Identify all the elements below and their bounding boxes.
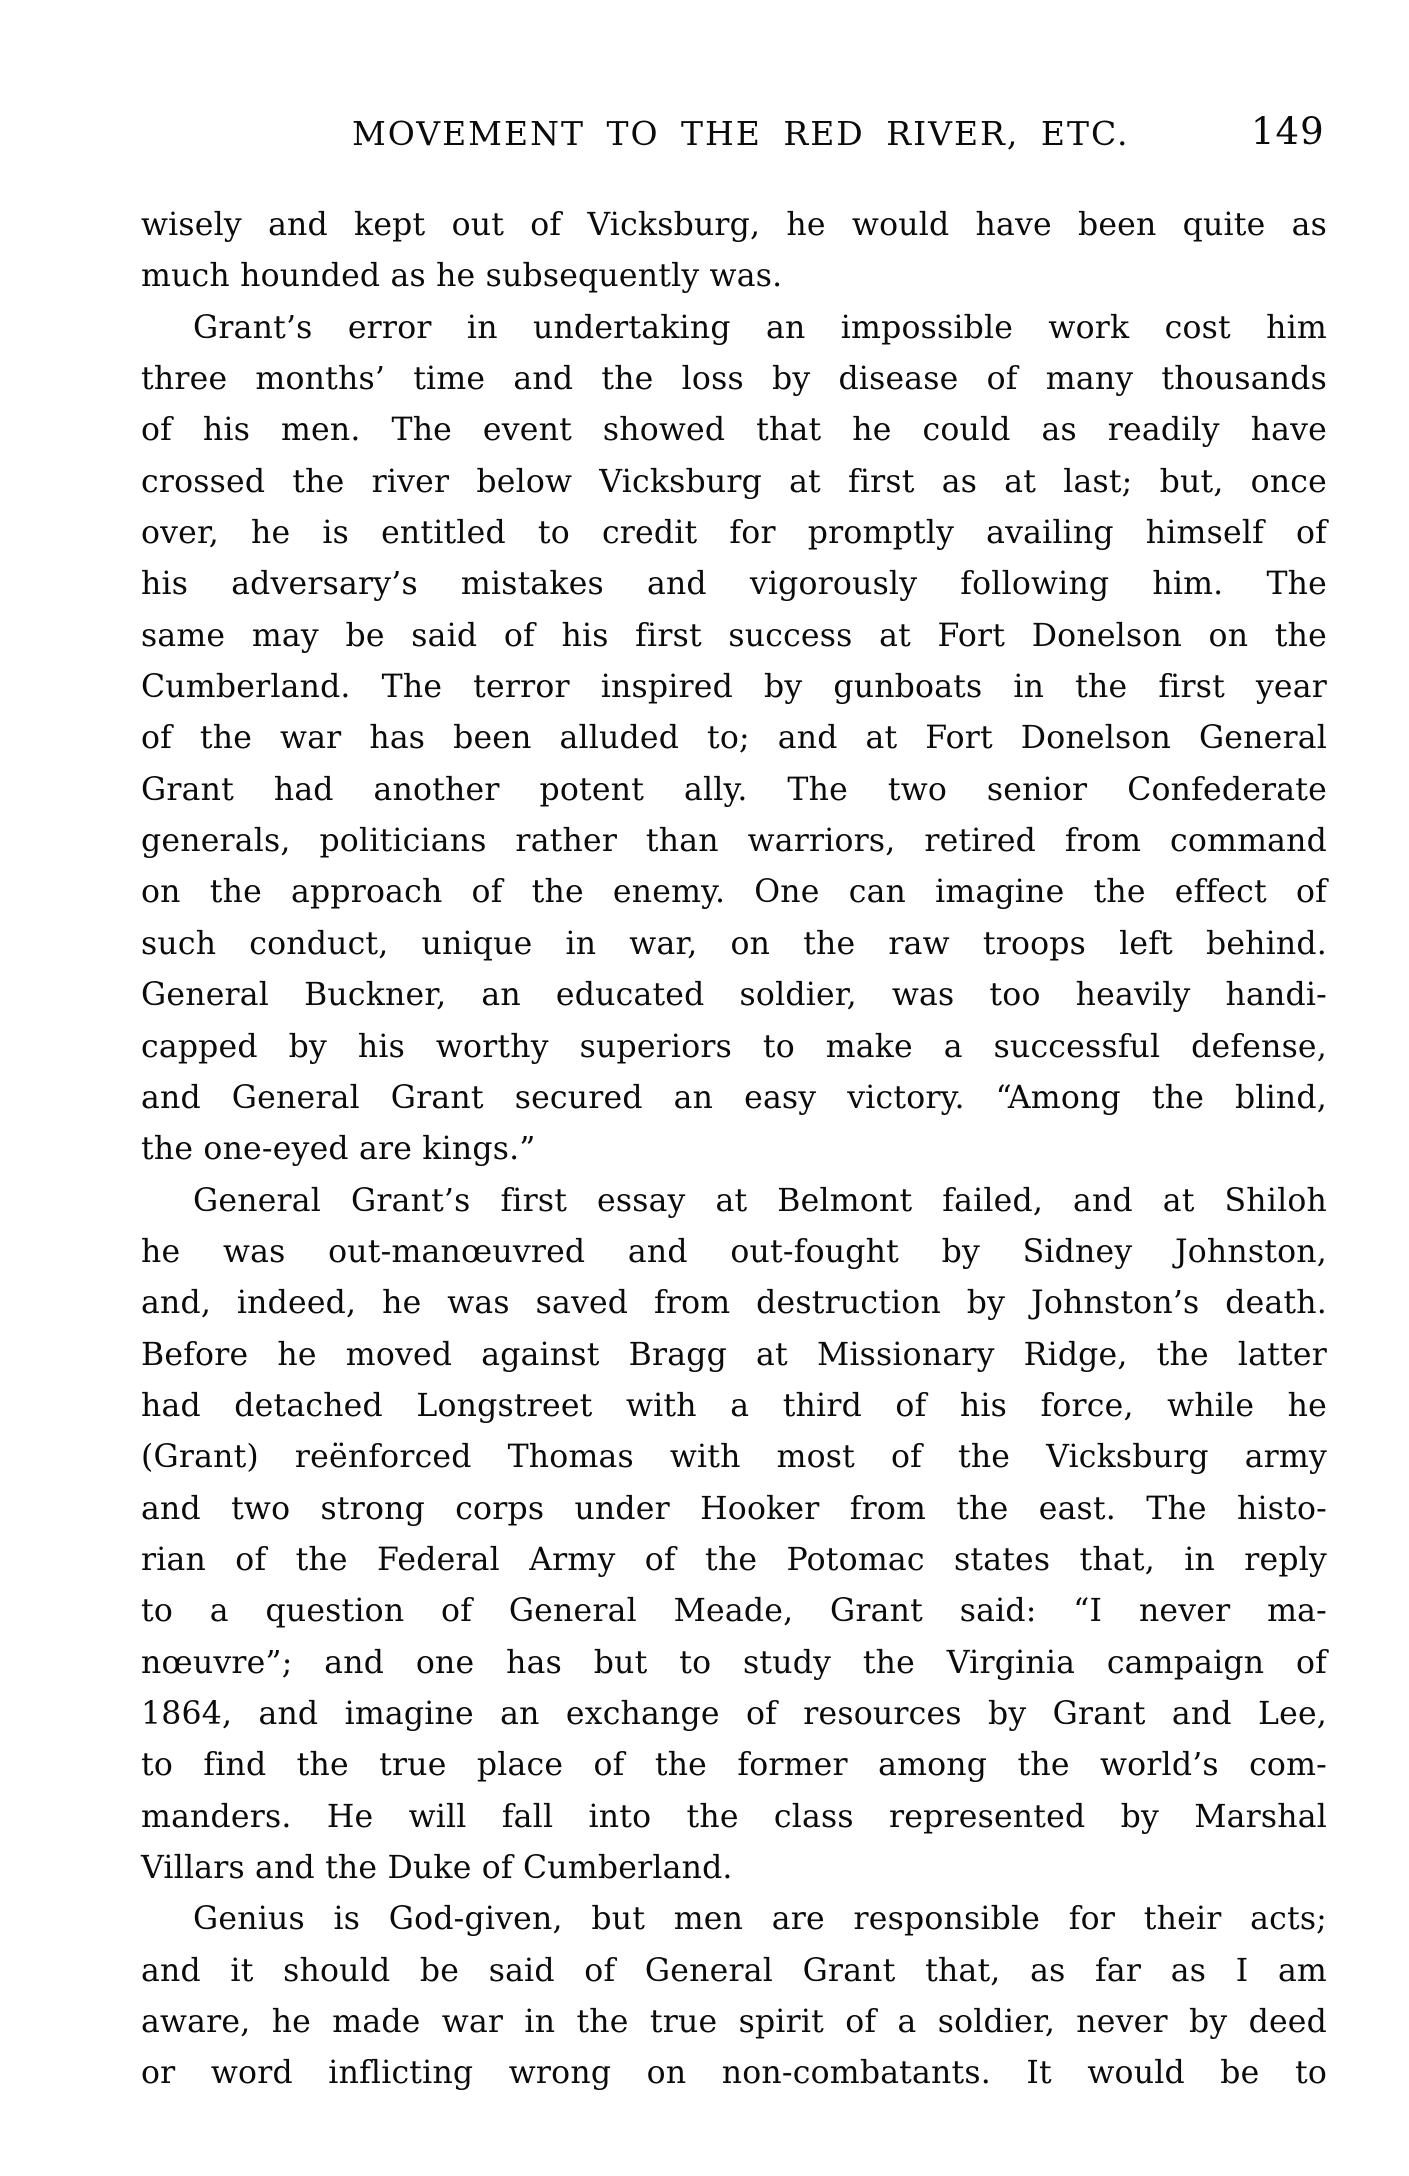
text-line: Cumberland. The terror inspired by gunboats in the first year xyxy=(141,669,1327,706)
text-line: he was out-manœuvred and out-fought by Sidney Johnston, xyxy=(141,1233,1327,1270)
text-line: capped by his worthy superiors to make a successful defense, xyxy=(141,1028,1327,1065)
text-line: 1864, and imagine an exchange of resources by Grant and Lee, xyxy=(141,1695,1327,1732)
text-line: Villars and the Duke of Cumberland. xyxy=(141,1850,733,1886)
text-line: (Grant) reënforced Thomas with most of the Vicksburg army xyxy=(141,1439,1327,1476)
text-line: manders. He will fall into the class represented by Marshal xyxy=(141,1798,1327,1835)
text-line: or word inflicting wrong on non-combatants. It would be to xyxy=(141,2055,1327,2092)
text-line: General Grant’s first essay at Belmont failed, and at Shiloh xyxy=(193,1182,1327,1219)
text-line: such conduct, unique in war, on the raw troops left behind. xyxy=(141,925,1327,962)
text-line: had detached Longstreet with a third of his force, while he xyxy=(141,1387,1327,1424)
text-line: Grant had another potent ally. The two senior Confederate xyxy=(141,771,1327,808)
text-line: over, he is entitled to credit for promptly availing himself of xyxy=(141,515,1327,552)
page-number: 149 xyxy=(1251,110,1325,153)
text-line: and it should be said of General Grant that, as far as I am xyxy=(141,1952,1327,1989)
text-line: to a question of General Meade, Grant said: “I never ma- xyxy=(141,1593,1327,1630)
text-line: to find the true place of the former among the world’s com- xyxy=(141,1747,1327,1784)
text-line: three months’ time and the loss by disease of many thousands xyxy=(141,361,1327,398)
text-line: Genius is God-given, but men are responsible for their acts; xyxy=(193,1901,1327,1938)
text-line: aware, he made war in the true spirit of a soldier, never by deed xyxy=(141,2004,1327,2041)
text-line: much hounded as he subsequently was. xyxy=(141,258,783,295)
text-line: and, indeed, he was saved from destruction by Johnston’s death. xyxy=(141,1285,1327,1322)
text-line: Grant’s error in undertaking an impossible work cost him xyxy=(193,309,1327,346)
text-line: rian of the Federal Army of the Potomac states that, in reply xyxy=(141,1541,1327,1578)
text-line: wisely and kept out of Vicksburg, he would have been quite as xyxy=(141,207,1327,243)
text-line: same may be said of his first success at Fort Donelson on the xyxy=(141,617,1327,654)
text-line: and two strong corps under Hooker from the east. The histo- xyxy=(141,1490,1327,1527)
text-line: General Buckner, an educated soldier, was too heavily handi- xyxy=(141,977,1327,1014)
body-text xyxy=(141,200,1327,2100)
text-line: generals, politicians rather than warriors, retired from command xyxy=(141,823,1327,860)
text-line: of the war has been alluded to; and at Fort Donelson General xyxy=(141,720,1327,757)
text-line: and General Grant secured an easy victory. “Among the blind, xyxy=(141,1079,1327,1116)
text-line: the one-eyed are kings.” xyxy=(141,1131,536,1168)
text-line: on the approach of the enemy. One can imagine the effect of xyxy=(141,874,1327,911)
text-line: of his men. The event showed that he could as readily have xyxy=(141,412,1327,449)
running-head-title: MOVEMENT TO THE RED RIVER, ETC. xyxy=(352,114,1130,153)
text-line: crossed the river below Vicksburg at first as at last; but, once xyxy=(141,463,1327,500)
text-line: his adversary’s mistakes and vigorously following him. The xyxy=(141,566,1327,603)
text-line: Before he moved against Bragg at Missionary Ridge, the latter xyxy=(141,1336,1327,1373)
text-line: nœuvre”; and one has but to study the Virginia campaign of xyxy=(141,1644,1327,1681)
